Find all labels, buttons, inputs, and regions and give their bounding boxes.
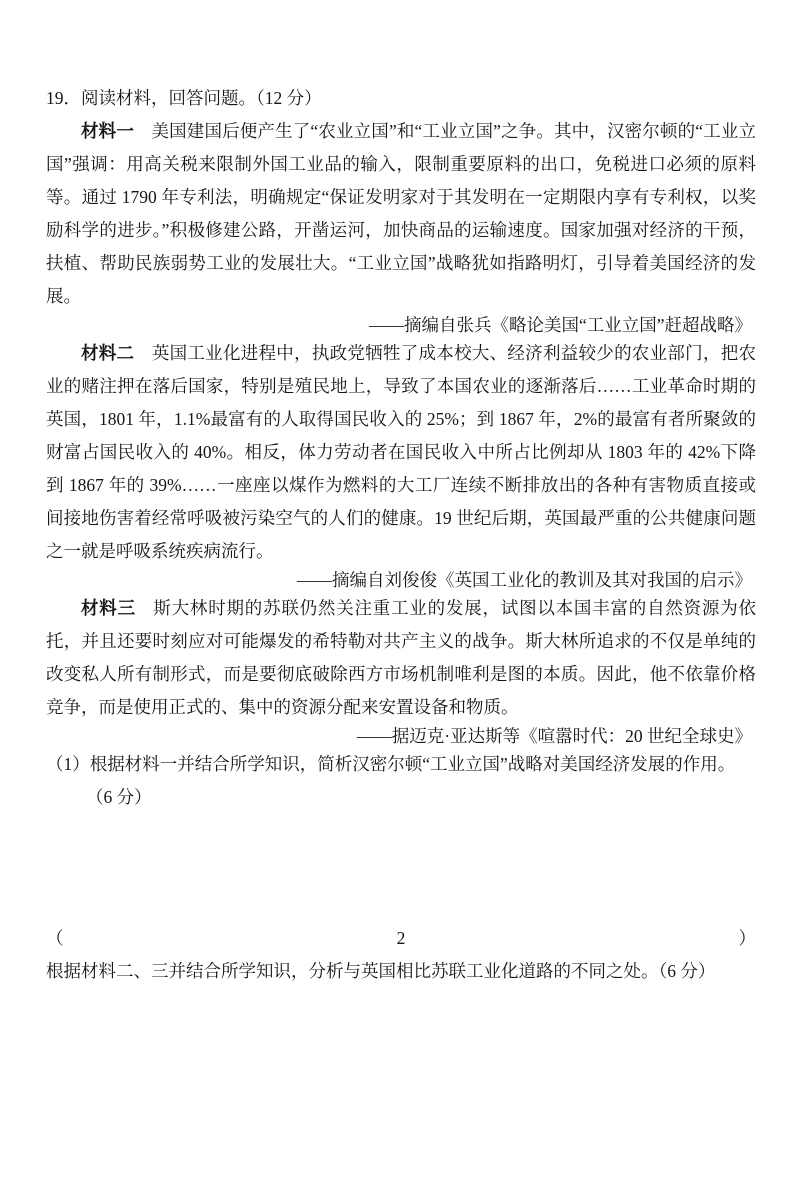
material-1-paragraph xyxy=(46,115,756,313)
material-3-label: 材料三 xyxy=(81,598,136,618)
material-3-text: 斯大林时期的苏联仍然关注重工业的发展，试图以本国丰富的自然资源为依托，并且还要时刻应对可能爆发的希特勒对共产主义的战争。斯大林所追求的不仅是单纯的改变私人所有制形式，而是要彻底破除西方市场机制唯利是图的本质。因此，他不依靠价格竞争，而是使用正式的、集中的资源分配来安置设备和物质。 xyxy=(46,598,756,717)
sub-question-1-number: （1） xyxy=(46,754,90,774)
question-19-block xyxy=(46,82,756,988)
material-3-paragraph xyxy=(46,592,756,724)
sub-question-1 xyxy=(46,748,756,781)
material-1-source: ——摘编自张兵《略论美国“工业立国”赶超战略》 xyxy=(368,315,752,335)
sub-question-1-text: 根据材料一并结合所学知识，简析汉密尔顿“工业立国”战略对美国经济发展的作用。 xyxy=(89,754,736,774)
material-3-source: ——据迈克·亚达斯等《喧嚣时代：20 世纪全球史》 xyxy=(356,726,752,746)
material-2-label: 材料二 xyxy=(81,343,135,363)
sub-question-2-text: 根据材料二、三并结合所学知识，分析与英国相比苏联工业化道路的不同之处。（6 分） xyxy=(46,961,716,981)
sub-question-2-number: （2） xyxy=(46,928,756,948)
sub-question-1-score: （6 分） xyxy=(86,787,152,807)
material-2-paragraph xyxy=(46,337,756,568)
material-2-source: ——摘编自刘俊俊《英国工业化的教训及其对我国的启示》 xyxy=(297,570,752,590)
sub-question-2 xyxy=(46,922,756,988)
material-2-text: 英国工业化进程中，执政党牺牲了成本校大、经济利益较少的农业部门，把农业的赌注押在落后国家，特别是殖民地上，导致了本国农业的逐渐落后……工业革命时期的英国，1801 年，1.1%最富有的人取得国民收入的 25%；到 1867 年，2%的最富有者所聚敛的财富占国民收入的 40%。相反，体力劳动者在国民收入中所占比例却从 1803 年的 42%下降到 1867 年的 39%……一座座以煤作为燃料的大工厂连续不断排放出的各种有害物质直接或间接地伤害着经常呼吸被污染空气的人们的健康。19 世纪后期，英国最严重的公共健康问题之一就是呼吸系统疾病流行。 xyxy=(46,343,757,561)
material-1-label: 材料一 xyxy=(81,121,134,141)
material-1-text: 美国建国后便产生了“农业立国”和“工业立国”之争。其中，汉密尔顿的“工业立国”强调：用高关税来限制外国工业品的输入，限制重要原料的出口，免税进口必须的原料等。通过 1790 年专利法，明确规定“保证发明家对于其发明在一定期限内享有专利权，以奖励科学的进步。”积极修建公路，开凿运河，加快商品的运输速度。国家加强对经济的干预，扶植、帮助民族弱势工业的发展壮大。“工业立国”战略犹如指路明灯，引导着美国经济的发展。 xyxy=(46,121,757,306)
question-19-header: 19．阅读材料，回答问题。（12 分） xyxy=(46,88,322,108)
